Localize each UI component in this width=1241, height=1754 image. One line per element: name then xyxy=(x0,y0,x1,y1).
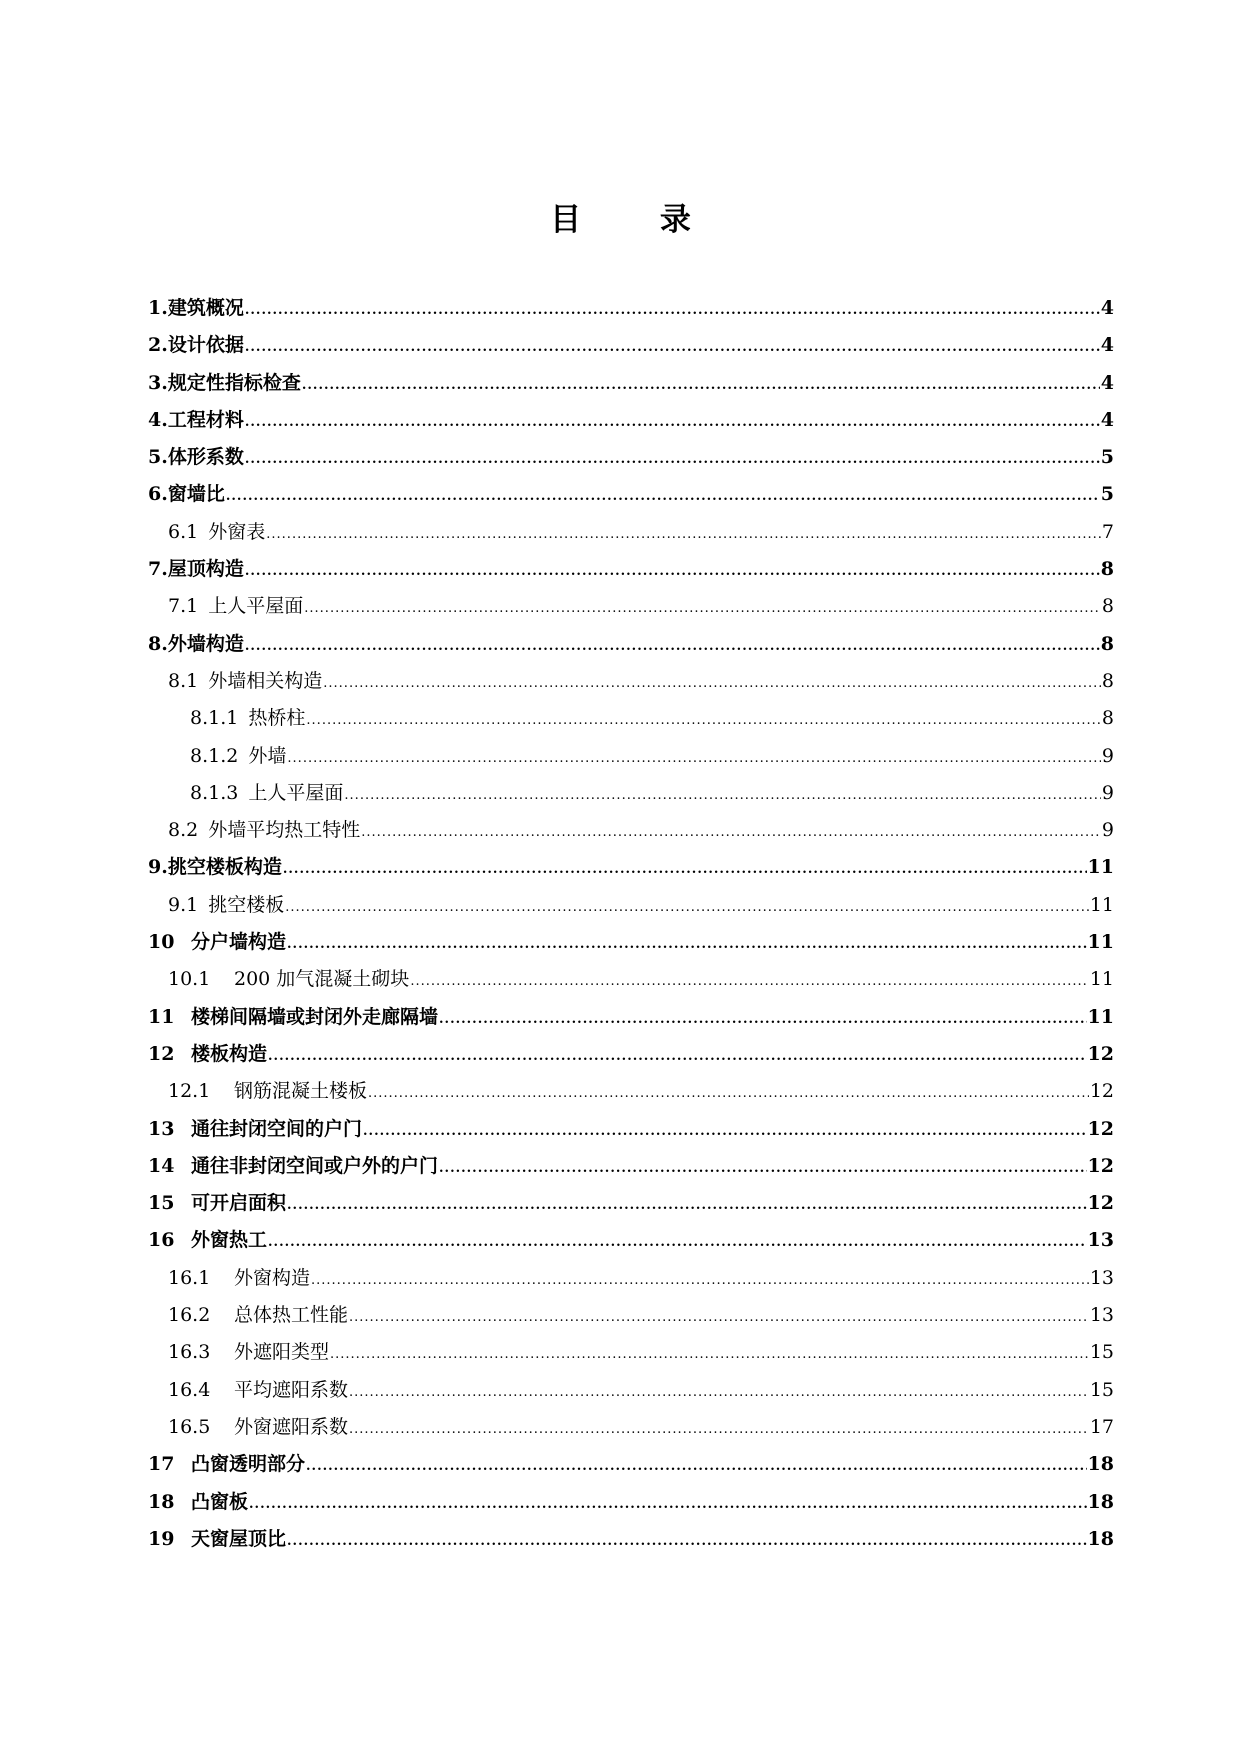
toc-entry[interactable] xyxy=(148,818,1114,855)
toc-entry-title: 钢筋混凝土楼板 xyxy=(234,1080,368,1103)
toc-entry-page-number: 4 xyxy=(1100,371,1114,394)
toc-entry-separator xyxy=(238,744,248,768)
toc-entry-separator: . xyxy=(161,446,168,469)
dot-leader xyxy=(323,672,1101,696)
toc-entry[interactable] xyxy=(148,594,1114,631)
toc-entry-separator xyxy=(198,818,208,842)
dot-leader xyxy=(410,970,1089,994)
toc-entry-title: 外窗构造 xyxy=(234,1266,311,1289)
toc-entry-page-number: 8 xyxy=(1101,707,1114,730)
toc-entry[interactable] xyxy=(148,930,1114,967)
toc-entry-title: 通往非封闭空间或户外的户门 xyxy=(191,1154,439,1177)
dot-leader xyxy=(245,560,1100,584)
toc-entry-page-number: 18 xyxy=(1087,1490,1114,1513)
toc-entry[interactable] xyxy=(148,632,1114,669)
dot-leader xyxy=(245,411,1100,435)
toc-entry-page-number: 12 xyxy=(1087,1154,1114,1177)
toc-entry[interactable] xyxy=(148,1415,1114,1452)
toc-entry[interactable] xyxy=(148,520,1114,557)
toc-entry-separator xyxy=(198,669,208,693)
toc-entry[interactable] xyxy=(148,1042,1114,1079)
toc-entry-number: 11 xyxy=(148,1005,175,1028)
toc-entry-separator: . xyxy=(161,334,168,357)
toc-entry-title: 平均遮阳系数 xyxy=(234,1378,349,1401)
toc-entry-number: 8.1.2 xyxy=(190,744,239,767)
toc-entry-number: 6 xyxy=(148,483,162,506)
toc-entry-separator: . xyxy=(161,558,168,581)
toc-entry-title: 热桥柱 xyxy=(248,707,306,730)
toc-entry-number: 16.1 xyxy=(168,1266,211,1289)
toc-entry-title: 楼板构造 xyxy=(191,1042,268,1065)
toc-entry-number: 16.2 xyxy=(168,1304,211,1327)
toc-entry-title: 总体热工性能 xyxy=(234,1304,349,1327)
toc-entry-page-number: 5 xyxy=(1100,446,1114,469)
dot-leader xyxy=(349,1306,1089,1330)
dot-leader xyxy=(302,374,1100,398)
toc-entry[interactable] xyxy=(148,408,1114,445)
dot-leader xyxy=(287,747,1100,771)
toc-entry[interactable] xyxy=(148,371,1114,408)
toc-entry[interactable] xyxy=(148,967,1114,1004)
toc-entry-title: 分户墙构造 xyxy=(191,931,287,954)
toc-entry-number: 9 xyxy=(148,856,162,879)
toc-entry-separator: . xyxy=(161,632,168,655)
toc-entry-page-number: 11 xyxy=(1087,931,1114,954)
toc-entry-separator: . xyxy=(161,408,168,431)
dot-leader xyxy=(268,1231,1087,1255)
toc-entry-page-number: 11 xyxy=(1089,893,1114,916)
toc-entry-page-number: 8 xyxy=(1101,595,1114,618)
dot-leader xyxy=(268,1045,1087,1069)
toc-entry[interactable] xyxy=(148,706,1114,743)
dot-leader xyxy=(349,1381,1089,1405)
dot-leader xyxy=(439,1008,1087,1032)
toc-entry-title: 凸窗板 xyxy=(191,1490,249,1513)
toc-entry-title: 外墙 xyxy=(248,744,287,767)
dot-leader xyxy=(287,1530,1087,1554)
toc-entry-separator xyxy=(238,781,248,805)
toc-entry-page-number: 13 xyxy=(1089,1304,1114,1327)
dot-leader xyxy=(249,1493,1087,1517)
toc-entry[interactable] xyxy=(148,1117,1114,1154)
toc-entry-separator: . xyxy=(161,483,168,506)
dot-leader xyxy=(368,1082,1089,1106)
dot-leader xyxy=(226,485,1100,509)
toc-entry-separator xyxy=(198,520,208,544)
toc-entry-number: 8.1.1 xyxy=(190,707,239,730)
toc-entry-page-number: 9 xyxy=(1101,819,1114,842)
toc-entry-title: 体形系数 xyxy=(167,446,244,469)
dot-leader xyxy=(349,1418,1089,1442)
toc-entry-page-number: 4 xyxy=(1100,297,1114,319)
dot-leader xyxy=(285,896,1089,920)
toc-entry-number: 13 xyxy=(148,1117,175,1140)
toc-entry-title: 建筑概况 xyxy=(167,297,244,319)
toc-entry-page-number: 7 xyxy=(1101,520,1114,543)
toc-entry[interactable] xyxy=(148,744,1114,781)
toc-entry-number: 2 xyxy=(148,334,162,357)
dot-leader xyxy=(287,1194,1087,1218)
toc-entry-page-number: 12 xyxy=(1089,1080,1114,1103)
dot-leader xyxy=(283,858,1087,882)
toc-entry[interactable] xyxy=(148,1490,1114,1527)
toc-entry[interactable] xyxy=(148,445,1114,482)
toc-entry-number: 8 xyxy=(148,632,162,655)
toc-entry-number: 19 xyxy=(148,1527,175,1550)
toc-entry-number: 8.1 xyxy=(168,669,199,692)
toc-entry-number: 8.2 xyxy=(168,819,199,842)
toc-entry[interactable] xyxy=(148,1266,1114,1303)
toc-entry[interactable] xyxy=(148,333,1114,370)
toc-entry-separator xyxy=(238,706,248,730)
toc-entry[interactable] xyxy=(148,1154,1114,1191)
toc-entry[interactable] xyxy=(148,1228,1114,1265)
dot-leader xyxy=(306,709,1100,733)
toc-entry-page-number: 8 xyxy=(1100,558,1114,581)
toc-entry-title: 外墙平均热工特性 xyxy=(208,819,361,842)
toc-entry[interactable] xyxy=(148,669,1114,706)
dot-leader xyxy=(245,336,1100,360)
toc-entry-page-number: 4 xyxy=(1100,408,1114,431)
toc-entry-page-number: 11 xyxy=(1089,968,1114,991)
toc-entry-page-number: 11 xyxy=(1087,1005,1114,1028)
toc-entry-page-number: 18 xyxy=(1087,1527,1114,1550)
toc-entry-title: 窗墙比 xyxy=(167,483,225,506)
toc-entry[interactable] xyxy=(148,1005,1114,1042)
toc-entry[interactable] xyxy=(148,1378,1114,1415)
toc-entry-page-number: 13 xyxy=(1087,1229,1114,1252)
toc-entry-page-number: 17 xyxy=(1089,1415,1114,1438)
toc-entry-title: 外墙相关构造 xyxy=(208,669,323,692)
dot-leader xyxy=(245,635,1100,659)
toc-entry-page-number: 9 xyxy=(1101,781,1114,804)
toc-entry-number: 10.1 xyxy=(168,968,211,991)
toc-entry-separator xyxy=(198,594,208,618)
toc-entry[interactable] xyxy=(148,1191,1114,1228)
toc-entry-title: 上人平屋面 xyxy=(208,595,304,618)
toc-entry-number: 3 xyxy=(148,371,162,394)
toc-entry-title: 外遮阳类型 xyxy=(234,1341,330,1364)
toc-entry-separator: . xyxy=(161,371,168,394)
toc-entry[interactable] xyxy=(148,893,1114,930)
toc-entry-page-number: 4 xyxy=(1100,334,1114,357)
dot-leader xyxy=(266,523,1101,547)
toc-entry-number: 4 xyxy=(148,408,162,431)
toc-entry-title: 凸窗透明部分 xyxy=(191,1453,306,1476)
dot-leader xyxy=(311,1269,1089,1293)
toc-entry-page-number: 12 xyxy=(1087,1042,1114,1065)
toc-entry-number: 12.1 xyxy=(168,1080,211,1103)
toc-entry[interactable] xyxy=(148,1303,1114,1340)
toc-entry-title: 外窗遮阳系数 xyxy=(234,1415,349,1438)
toc-entry-page-number: 12 xyxy=(1087,1192,1114,1215)
toc-entry-page-number: 12 xyxy=(1087,1117,1114,1140)
toc-entry-page-number: 15 xyxy=(1089,1378,1114,1401)
toc-entry[interactable] xyxy=(148,781,1114,818)
toc-entry-title: 可开启面积 xyxy=(191,1192,287,1215)
toc-entry-title: 外窗表 xyxy=(208,520,266,543)
toc-entry-page-number: 5 xyxy=(1100,483,1114,506)
toc-entry-number: 12 xyxy=(148,1042,175,1065)
dot-leader xyxy=(439,1157,1087,1181)
toc-entry-title: 楼梯间隔墙或封闭外走廊隔墙 xyxy=(191,1005,439,1028)
toc-entry-title: 挑空楼板 xyxy=(208,893,285,916)
toc-entry-page-number: 8 xyxy=(1100,632,1114,655)
dot-leader xyxy=(304,597,1101,621)
toc-entry-number: 8.1.3 xyxy=(190,781,239,804)
dot-leader xyxy=(344,784,1100,808)
toc-entry-title: 200 加气混凝土砌块 xyxy=(234,968,410,991)
toc-entry-separator xyxy=(198,893,208,917)
toc-entry-title: 屋顶构造 xyxy=(167,558,244,581)
toc-entry-number: 15 xyxy=(148,1192,175,1215)
toc-entry[interactable] xyxy=(148,557,1114,594)
dot-leader xyxy=(306,1455,1087,1479)
toc-entry[interactable] xyxy=(148,1340,1114,1377)
toc-entry-title: 天窗屋顶比 xyxy=(191,1527,287,1550)
dot-leader xyxy=(245,299,1100,323)
toc-entry-separator: . xyxy=(161,297,168,319)
dot-leader xyxy=(330,1343,1089,1367)
toc-entry-number: 9.1 xyxy=(168,893,199,916)
toc-entry-page-number: 11 xyxy=(1087,856,1114,879)
toc-entry[interactable] xyxy=(148,1527,1114,1564)
toc-entry-title: 外窗热工 xyxy=(191,1229,268,1252)
toc-entry-title: 上人平屋面 xyxy=(248,781,344,804)
toc-entry-title: 通往封闭空间的户门 xyxy=(191,1117,363,1140)
toc-entry-number: 5 xyxy=(148,446,162,469)
toc-entry[interactable] xyxy=(148,1452,1114,1489)
toc-entry-number: 10 xyxy=(148,931,175,954)
toc-entry[interactable] xyxy=(148,855,1114,892)
toc-entry-page-number: 13 xyxy=(1089,1266,1114,1289)
toc-entry-number: 16.5 xyxy=(168,1415,211,1438)
toc-list xyxy=(148,296,1114,1564)
toc-entry-number: 18 xyxy=(148,1490,175,1513)
toc-entry-title: 工程材料 xyxy=(167,408,244,431)
toc-entry-title: 设计依据 xyxy=(167,334,244,357)
toc-entry[interactable] xyxy=(148,482,1114,519)
toc-entry[interactable] xyxy=(148,296,1114,333)
dot-leader xyxy=(245,448,1100,472)
toc-entry-number: 1 xyxy=(148,297,162,319)
toc-entry-number: 16.4 xyxy=(168,1378,211,1401)
dot-leader xyxy=(361,821,1101,845)
toc-entry-page-number: 8 xyxy=(1101,669,1114,692)
toc-entry-separator: . xyxy=(161,856,168,879)
page-title: 目 录 xyxy=(550,202,725,238)
toc-entry-number: 6.1 xyxy=(168,520,199,543)
toc-entry-page-number: 9 xyxy=(1101,744,1114,767)
toc-entry-title: 挑空楼板构造 xyxy=(167,856,282,879)
toc-entry-page-number: 18 xyxy=(1087,1453,1114,1476)
toc-entry[interactable] xyxy=(148,1079,1114,1116)
toc-entry-title: 规定性指标检查 xyxy=(167,371,301,394)
dot-leader xyxy=(363,1120,1087,1144)
toc-entry-number: 16.3 xyxy=(168,1341,211,1364)
toc-entry-page-number: 15 xyxy=(1089,1341,1114,1364)
toc-entry-number: 14 xyxy=(148,1154,175,1177)
toc-entry-number: 7 xyxy=(148,558,162,581)
toc-entry-number: 7.1 xyxy=(168,595,199,618)
toc-entry-title: 外墙构造 xyxy=(167,632,244,655)
dot-leader xyxy=(287,933,1087,957)
toc-entry-number: 16 xyxy=(148,1229,175,1252)
toc-entry-number: 17 xyxy=(148,1453,175,1476)
